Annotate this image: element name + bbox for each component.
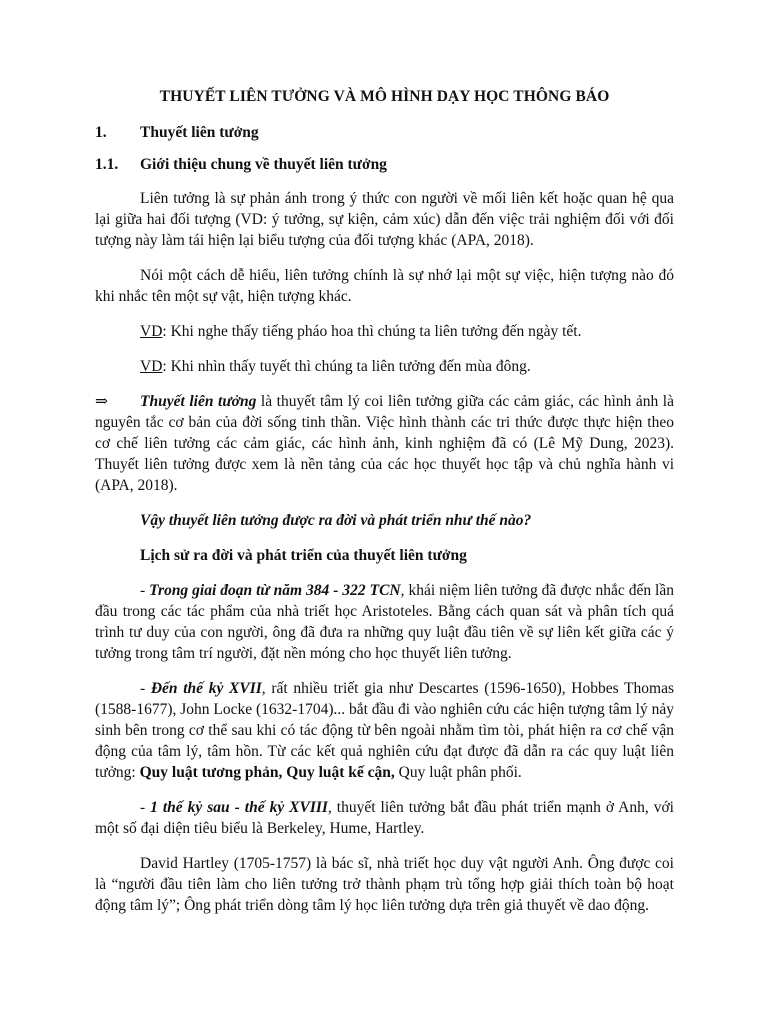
history-paragraph-1 (95, 580, 674, 664)
heading-1-number: 1. (95, 124, 107, 141)
example-1 (95, 321, 674, 342)
paragraph-theory (95, 391, 674, 496)
history-3-text: , thuyết liên tưởng bắt đầu phát triển mạnh ở Anh, với một số đại diện tiêu biểu là Berkeley, Hume, Hartley. (95, 799, 674, 837)
heading-1-1-text: Giới thiệu chung về thuyết liên tưởng (140, 156, 387, 173)
paragraph-definition: Liên tưởng là sự phản ánh trong ý thức con người về mối liên kết hoặc quan hệ qua lại giữa hai đối tượng (VD: ý tưởng, sự kiện, cảm xúc) dẫn đến việc trải nghiệm đối với đối tượng này làm tái hiện lại biểu tượng của đối tượng khác (APA, 2018). (95, 190, 674, 249)
example-2-label: VD (140, 358, 163, 375)
bullet-dash: - (140, 680, 151, 697)
heading-1-1 (95, 156, 674, 174)
history-paragraph-2 (95, 678, 674, 783)
history-1-term: Trong giai đoạn từ năm 384 - 322 TCN (149, 582, 401, 599)
paragraph-explanation: Nói một cách dễ hiểu, liên tưởng chính là sự nhớ lại một sự việc, hiện tượng nào đó khi nhắc tên một sự vật, hiện tượng khác. (95, 267, 674, 305)
history-2-text-end: Quy luật phân phối. (394, 764, 522, 781)
bullet-dash: - (140, 582, 150, 599)
bullet-dash: - (140, 799, 151, 816)
question-line: Vậy thuyết liên tưởng được ra đời và phát triển như thế nào? (140, 512, 532, 529)
document-title: THUYẾT LIÊN TƯỞNG VÀ MÔ HÌNH DẠY HỌC THÔNG BÁO (159, 88, 610, 105)
theory-term: Thuyết liên tưởng (140, 393, 257, 410)
heading-1-text: Thuyết liên tưởng (140, 124, 259, 141)
theory-text: là thuyết tâm lý coi liên tưởng giữa các cảm giác, các hình ảnh là nguyên tắc cơ bản của đời sống tinh thần. Việc hình thành các tri thức được thực hiện theo cơ chế liên tưởng các cảm giác, các hình ảnh, kinh nghiệm đã có (Lê Mỹ Dung, 2023). Thuyết liên tưởng được xem là nền tảng của các học thuyết học tập và chủ nghĩa hành vi (APA, 2018). (95, 393, 674, 494)
example-2 (95, 356, 674, 377)
history-2-laws: Quy luật tương phản, Quy luật kế cận, (139, 764, 395, 781)
implies-arrow-icon: ⇒ (95, 393, 108, 410)
history-paragraph-4: David Hartley (1705-1757) là bác sĩ, nhà triết học duy vật người Anh. Ông được coi là “người đầu tiên làm cho liên tưởng trở thành phạm trù tổng hợp giải thích toàn bộ hoạt động tâm lý”; Ông phát triển dòng tâm lý học liên tưởng dựa trên giả thuyết về dao động. (95, 855, 674, 914)
heading-1 (95, 124, 674, 142)
history-2-text: , rất nhiều triết gia như Descartes (1596-1650), Hobbes Thomas (1588-1677), John Locke (1632-1704)... bắt đầu đi vào nghiên cứu các hiện tượng tâm lý nảy sinh bên trong cơ thể sau khi có tác động từ bên ngoài nhằm tìm tòi, phát hiện ra cơ chế vận động của tâm lý, tâm hồn. Từ các kết quả nghiên cứu đạt được đã dẫn ra các quy luật liên tưởng: (95, 680, 674, 781)
history-heading: Lịch sử ra đời và phát triển của thuyết liên tưởng (140, 547, 467, 564)
history-1-text: , khái niệm liên tưởng đã được nhắc đến lần đầu trong các tác phẩm của nhà triết học Aristoteles. Bằng cách quan sát và phân tích quá trình tư duy của con người, ông đã đưa ra những quy luật đầu tiên về sự liên kết giữa các ý tưởng trong tâm trí người, đặt nền móng cho học thuyết liên tưởng. (95, 582, 674, 662)
heading-1-1-number: 1.1. (95, 156, 119, 173)
example-1-text: : Khi nghe thấy tiếng pháo hoa thì chúng ta liên tưởng đến ngày tết. (162, 323, 582, 340)
history-2-term: Đến thế kỷ XVII (150, 680, 262, 697)
history-paragraph-3 (95, 797, 674, 839)
example-1-label: VD (140, 323, 163, 340)
history-3-term: 1 thế kỷ sau - thế kỷ XVIII (150, 799, 328, 816)
example-2-text: : Khi nhìn thấy tuyết thì chúng ta liên tưởng đến mùa đông. (162, 358, 531, 375)
